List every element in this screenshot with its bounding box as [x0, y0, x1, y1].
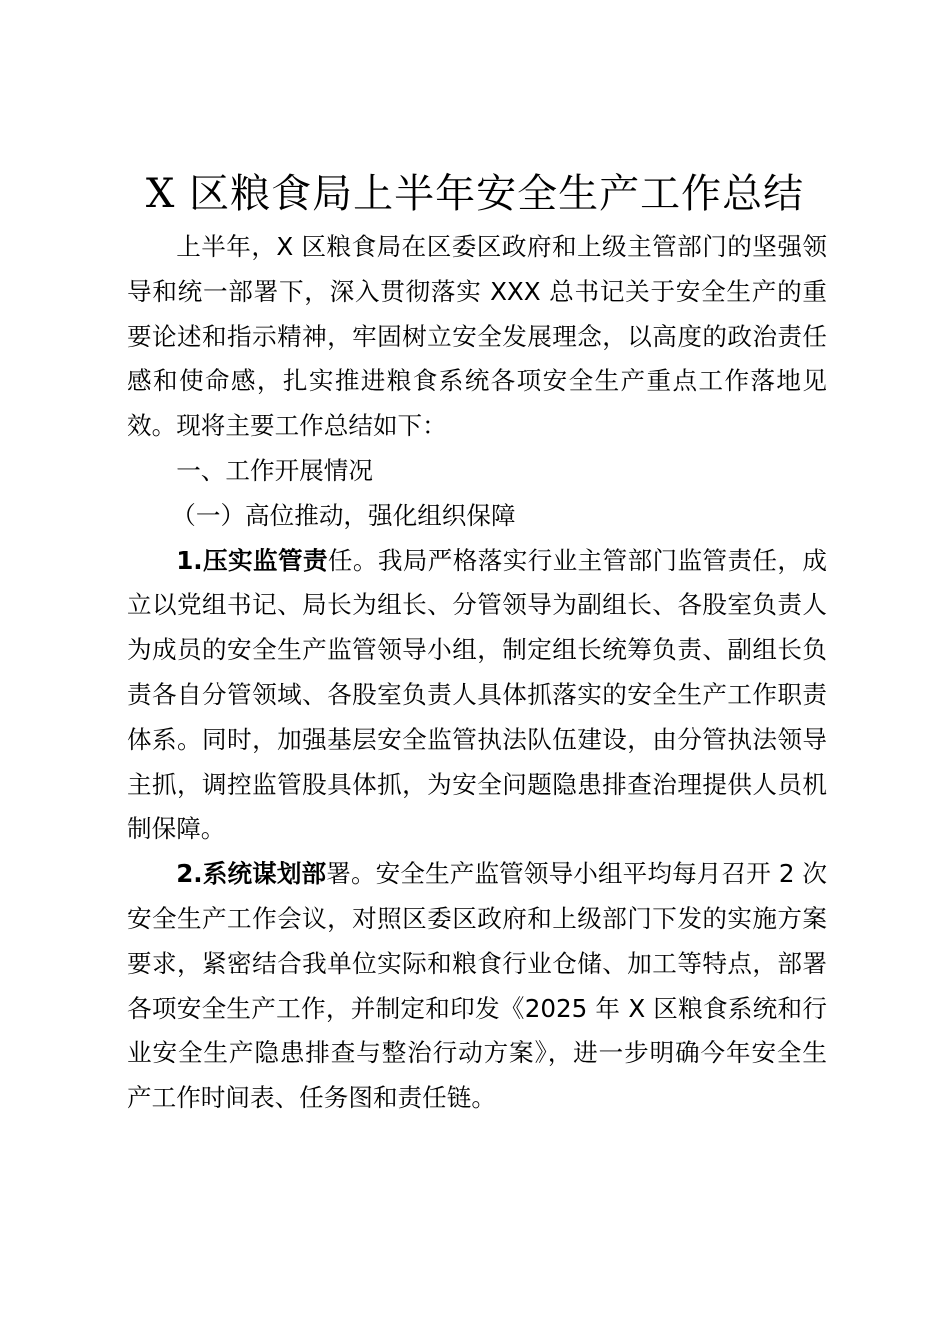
document-title: X 区粮食局上半年安全生产工作总结	[145, 171, 805, 217]
item-1-body: 任。我局严格落实行业主管部门监管责任，成立以党组书记、局长为组长、分管领导为副组长、各股室负责人为成员的安全生产监管领导小组，制定组长统筹负责、副组长负责各自分管领域、各股室负责人具体抓落实的安全生产工作职责体系。同时，加强基层安全监管执法队伍建设，由分管执法领导主抓，调控监管股具体抓，为安全问题隐患排查治理提供人员机制保障。	[127, 545, 827, 844]
item-2-paragraph	[127, 852, 827, 1121]
item-2-body: 署。安全生产监管领导小组平均每月召开 2 次安全生产工作会议，对照区委区政府和上级部门下发的实施方案要求，紧密结合我单位实际和粮食行业仓储、加工等特点，部署各项安全生产工作，并制定和印发《2025 年 X 区粮食系统和行业安全生产隐患排查与整治行动方案》，进一步明确今年安全生产工作时间表、任务图和责任链。	[127, 859, 827, 1113]
section-heading: 一、工作开展情况	[176, 455, 373, 485]
item-1-paragraph	[127, 539, 827, 853]
item-2-lead: 2.系统谋划部	[176, 859, 327, 889]
intro-paragraph: 上半年，X 区粮食局在区委区政府和上级主管部门的坚强领导和统一部署下，深入贯彻落实 XXX 总书记关于安全生产的重要论述和指示精神，牢固树立安全发展理念，以高度的政治责任感和使命感，扎实推进粮食系统各项安全生产重点工作落地见效。现将主要工作总结如下：	[127, 232, 827, 441]
document-body	[127, 225, 827, 1121]
subsection-heading: （一）高位推动，强化组织保障	[171, 500, 516, 530]
item-1-lead: 1.压实监管责	[176, 545, 328, 575]
